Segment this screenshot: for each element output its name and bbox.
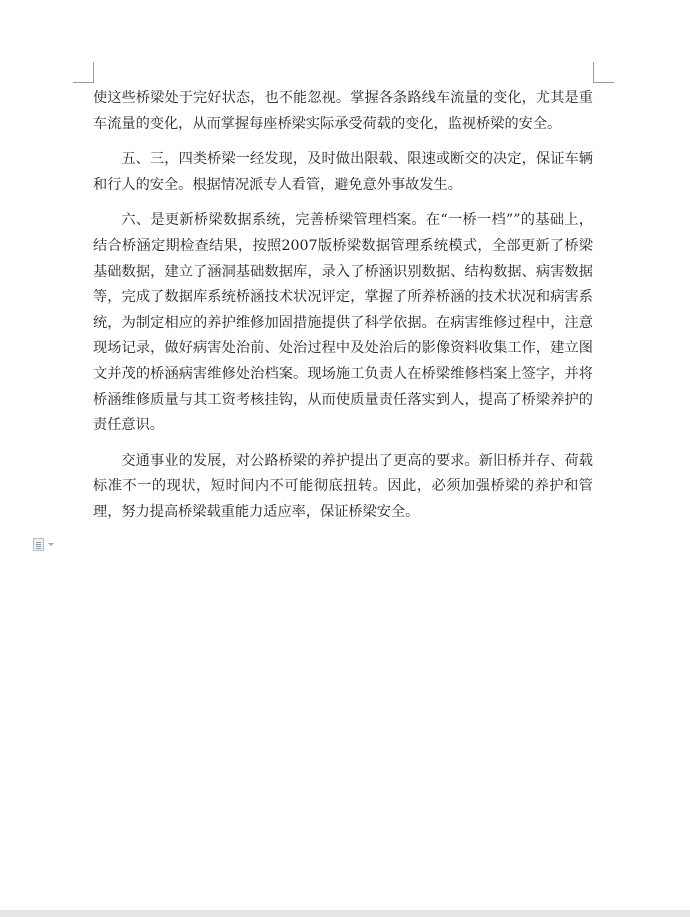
document-options-icon [33, 538, 44, 551]
chevron-down-icon [48, 543, 54, 546]
paragraph[interactable]: 交通事业的发展，对公路桥梁的养护提出了更高的要求。新旧桥并存、荷载标准不一的现状，短时间内不可能彻底扭转。因此，必须加强桥梁的养护和管理，努力提高桥梁载重能力适应率，保证桥梁安全。 [93, 452, 593, 520]
paragraph[interactable]: 六、是更新桥梁数据系统，完善桥梁管理档案。在“一桥一档””的基础上，结合桥涵定期检查结果，按照2007版桥梁数据管理系统模式，全部更新了桥梁基础数据，建立了涵洞基础数据库，录入了桥涵识别数据、结构数据、病害数据等，完成了数据库系统桥涵技术状况评定，掌握了所养桥涵的技术状况和病害系统，为制定相应的养护维修加固措施提供了科学依据。在病害维修过程中，注意现场记录，做好病害处治前、处治过程中及处治后的影像资料收集工作，建立图文并茂的桥涵病害维修处治档案。现场施工负责人在桥梁维修档案上签字，并将桥涵维修质量与其工资考核挂钩，从而使质量责任落实到人，提高了桥梁养护的责任意识。 [93, 212, 593, 434]
document-body[interactable] [93, 86, 593, 536]
margin-corner-top-right [593, 62, 614, 83]
paragraph[interactable]: 使这些桥梁处于完好状态，也不能忽视。掌握各条路线车流量的变化，尤其是重车流量的变化，从而掌握每座桥梁实际承受荷载的变化，监视桥梁的安全。 [93, 90, 593, 132]
document-options-button[interactable] [33, 538, 59, 552]
status-bar-edge [0, 910, 690, 917]
paragraph[interactable]: 五、三，四类桥梁一经发现，及时做出限载、限速或断交的决定，保证车辆和行人的安全。根据情况派专人看管，避免意外事故发生。 [93, 151, 593, 193]
margin-corner-top-left [73, 62, 94, 83]
